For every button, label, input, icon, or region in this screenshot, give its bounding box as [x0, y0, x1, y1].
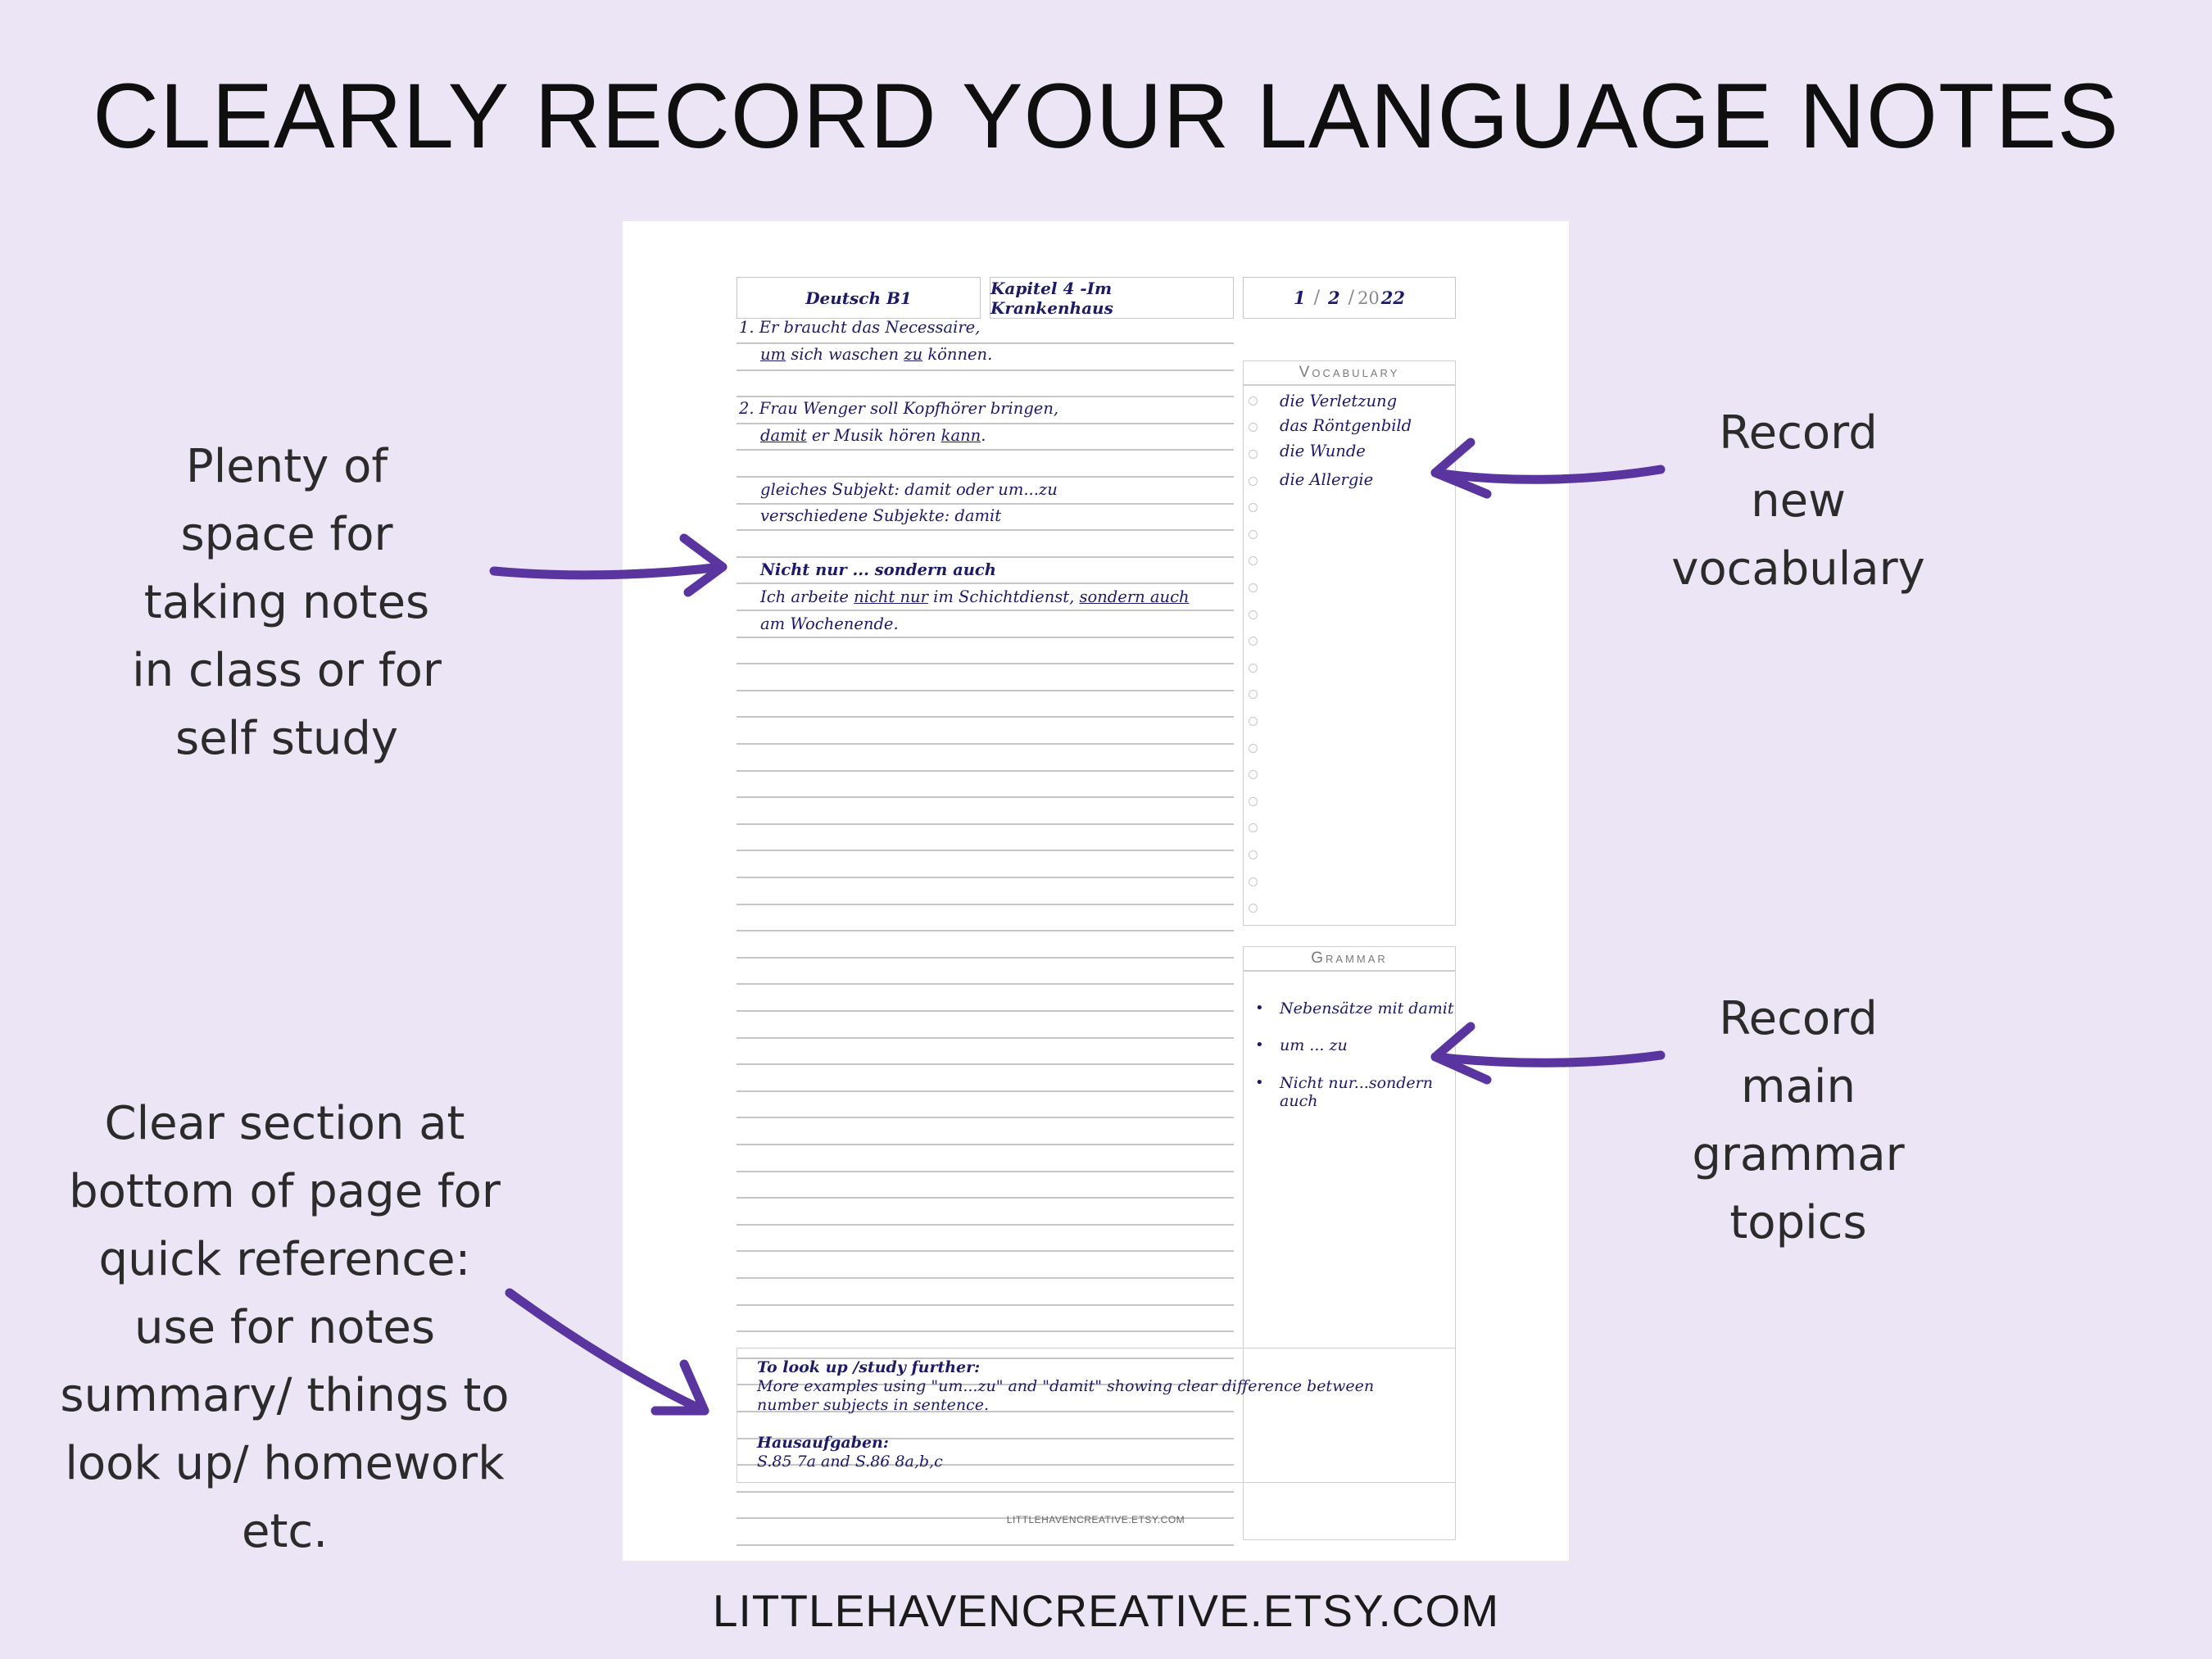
callout-line: self study [175, 712, 398, 765]
notes-page [623, 221, 1569, 1561]
circle-icon [1249, 850, 1258, 859]
ruled-line [737, 1277, 1234, 1279]
ruled-line [737, 716, 1234, 718]
circle-icon [1249, 664, 1258, 673]
chapter-text: Kapitel 4 -Im Krankenhaus [990, 278, 1113, 318]
note-text: . [981, 426, 986, 445]
vocabulary-checkbox[interactable] [1249, 494, 1258, 521]
date-field[interactable] [1243, 277, 1456, 319]
circle-icon [1249, 423, 1258, 432]
grammar-heading: Grammar [1244, 947, 1455, 972]
ruled-line [737, 823, 1234, 825]
note-line [760, 587, 1190, 607]
ruled-line [737, 1330, 1234, 1332]
callout-line: Record [1719, 992, 1878, 1045]
callout-vocabulary [1634, 399, 1962, 603]
note-text: Ich arbeite [760, 587, 854, 606]
circle-icon [1249, 610, 1258, 619]
ruled-line [737, 556, 1234, 558]
callout-line: summary/ things to [60, 1369, 510, 1422]
note-text: im Schichtdienst, [927, 587, 1080, 606]
underlined-word: um [760, 345, 786, 364]
ruled-line [737, 529, 1234, 531]
underlined-word: kann [941, 426, 981, 445]
ruled-line [737, 877, 1234, 878]
callout-line: use for notes [134, 1301, 436, 1354]
ruled-line [737, 1010, 1234, 1012]
look-up-text: number subjects in sentence. [757, 1396, 989, 1414]
vocabulary-box[interactable] [1243, 360, 1456, 926]
vocabulary-word: die Wunde [1280, 442, 1366, 460]
ruled-line [737, 850, 1234, 851]
grammar-text: um ... zu [1280, 1036, 1348, 1054]
note-text: sich waschen [786, 345, 904, 364]
callout-notes-space [82, 433, 492, 773]
note-text: er Musik hören [806, 426, 941, 445]
ruled-line [737, 423, 1234, 424]
ruled-line [737, 449, 1234, 451]
callout-line: bottom of page for [69, 1165, 501, 1218]
chapter-field[interactable] [990, 277, 1234, 319]
vocabulary-checkbox[interactable] [1249, 895, 1258, 922]
vocabulary-checkbox[interactable] [1249, 841, 1258, 868]
vocabulary-checkbox[interactable] [1249, 682, 1258, 709]
ruled-line [737, 369, 1234, 371]
callout-line: quick reference: [98, 1233, 471, 1286]
circle-icon [1249, 477, 1258, 486]
circle-icon [1249, 904, 1258, 913]
vocabulary-checkbox[interactable] [1249, 735, 1258, 762]
vocabulary-checkbox[interactable] [1249, 868, 1258, 895]
vocabulary-checkbox[interactable] [1249, 574, 1258, 601]
grammar-text: Nebensätze mit damit [1280, 999, 1454, 1018]
vocabulary-checkbox[interactable] [1249, 468, 1258, 495]
vocabulary-checkbox[interactable] [1249, 761, 1258, 788]
note-line: verschiedene Subjekte: damit [760, 506, 1002, 525]
callout-line: look up/ homework [65, 1437, 505, 1490]
ruled-line [737, 637, 1234, 638]
circle-icon [1249, 530, 1258, 539]
bullet: • [1255, 999, 1264, 1017]
date-separator: / [1348, 288, 1355, 308]
date-separator: / [1313, 288, 1321, 308]
circle-icon [1249, 877, 1258, 886]
homework-text: S.85 7a and S.86 8a,b,c [757, 1453, 943, 1471]
ruled-line [737, 663, 1234, 664]
ruled-line [737, 396, 1234, 397]
ruled-line [737, 930, 1234, 931]
callout-line: vocabulary [1671, 542, 1925, 596]
ruled-line [737, 476, 1234, 478]
circle-icon [1249, 770, 1258, 779]
ruled-line [737, 610, 1234, 611]
homework-heading: Hausaufgaben: [757, 1434, 889, 1452]
vocabulary-word: die Allergie [1280, 470, 1374, 489]
note-heading: Nicht nur ... sondern auch [760, 560, 996, 579]
bullet: • [1255, 1036, 1264, 1054]
ruled-line [737, 342, 1234, 344]
grammar-text: Nicht nur...sondern auch [1280, 1074, 1433, 1110]
headline: CLEARLY RECORD YOUR LANGUAGE NOTES [93, 65, 2119, 167]
note-line [760, 345, 992, 365]
ruled-line [737, 503, 1234, 505]
ruled-line [737, 1063, 1234, 1065]
circle-icon [1249, 583, 1258, 592]
callout-line: grammar [1692, 1128, 1905, 1181]
circle-icon [1249, 797, 1258, 806]
footer-url: LITTLEHAVENCREATIVE.ETSY.COM [712, 1585, 1500, 1636]
circle-icon [1249, 823, 1258, 832]
vocabulary-checkbox[interactable] [1249, 415, 1258, 442]
note-line: 1. Er braucht das Necessaire, [739, 318, 981, 337]
ruled-line [737, 1144, 1234, 1145]
vocabulary-checkbox[interactable] [1249, 441, 1258, 468]
ruled-line [737, 904, 1234, 905]
underlined-word: zu [904, 345, 923, 364]
vocabulary-checkbox[interactable] [1249, 815, 1258, 842]
circle-icon [1249, 690, 1258, 699]
circle-icon [1249, 450, 1258, 459]
circle-icon [1249, 397, 1258, 406]
ruled-line [737, 957, 1234, 959]
look-up-heading: To look up /study further: [757, 1358, 981, 1376]
date-century: 20 [1358, 288, 1380, 308]
ruled-line [737, 743, 1234, 745]
vocabulary-word: die Verletzung [1280, 392, 1398, 410]
callout-line: Clear section at [104, 1097, 465, 1150]
vocabulary-checkbox[interactable] [1249, 628, 1258, 655]
circle-icon [1249, 556, 1258, 565]
vocabulary-checkbox[interactable] [1249, 548, 1258, 575]
ruled-line [737, 1171, 1234, 1172]
vocabulary-word: das Röntgenbild [1280, 416, 1412, 435]
ruled-line [737, 1224, 1234, 1226]
sheet-footer-url: LITTLEHAVENCREATIVE.ETSY.COM [1006, 1514, 1185, 1525]
circle-icon [1249, 744, 1258, 753]
underlined-word: damit [760, 426, 807, 445]
callout-line: new [1751, 474, 1846, 528]
course-text: Deutsch B1 [805, 288, 912, 308]
ruled-line [737, 1197, 1234, 1199]
note-line: 2. Frau Wenger soll Kopfhörer bringen, [739, 399, 1059, 418]
vocabulary-checkbox[interactable] [1249, 708, 1258, 735]
vocabulary-checkbox[interactable] [1249, 521, 1258, 548]
callout-line: in class or for [132, 644, 442, 697]
note-line [760, 426, 986, 446]
vocabulary-checkbox[interactable] [1249, 388, 1258, 415]
callout-line: space for [180, 508, 393, 561]
ruled-line [737, 796, 1234, 798]
ruled-line [737, 1037, 1234, 1039]
date-year: 22 [1380, 288, 1406, 308]
look-up-text: More examples using "um...zu" and "damit" showing clear difference between [757, 1377, 1375, 1395]
date-day: 1 [1293, 288, 1306, 308]
date-month: 2 [1328, 288, 1340, 308]
callout-bottom-section [16, 1090, 553, 1566]
callout-line: main [1741, 1060, 1856, 1113]
note-line: am Wochenende. [760, 614, 899, 633]
ruled-line [737, 1304, 1234, 1306]
vocabulary-checkbox[interactable] [1249, 788, 1258, 815]
note-text: können. [922, 345, 993, 364]
callout-line: Plenty of [185, 440, 388, 493]
vocabulary-checkbox[interactable] [1249, 601, 1258, 628]
callout-line: Record [1719, 406, 1878, 460]
quick-reference-box[interactable] [737, 1348, 1456, 1483]
circle-icon [1249, 717, 1258, 726]
ruled-line [737, 1491, 1234, 1493]
ruled-line [737, 1117, 1234, 1118]
ruled-line [737, 1250, 1234, 1252]
callout-grammar [1634, 985, 1962, 1257]
callout-line: etc. [242, 1505, 328, 1558]
circle-icon [1249, 503, 1258, 512]
circle-icon [1249, 637, 1258, 646]
vocabulary-checkbox[interactable] [1249, 655, 1258, 682]
bullet: • [1255, 1074, 1264, 1091]
course-field[interactable] [737, 277, 981, 319]
underlined-word: nicht nur [854, 587, 928, 606]
ruled-line [737, 1544, 1234, 1546]
callout-line: taking notes [143, 576, 430, 629]
ruled-line [737, 770, 1234, 772]
vocabulary-heading: Vocabulary [1244, 361, 1455, 386]
note-line: gleiches Subjekt: damit oder um...zu [760, 480, 1058, 499]
ruled-line [737, 582, 1234, 584]
underlined-word: sondern auch [1079, 587, 1190, 606]
ruled-line [737, 1090, 1234, 1092]
ruled-line [737, 690, 1234, 691]
callout-line: topics [1729, 1196, 1867, 1249]
note-line [760, 560, 996, 580]
ruled-line [737, 983, 1234, 985]
